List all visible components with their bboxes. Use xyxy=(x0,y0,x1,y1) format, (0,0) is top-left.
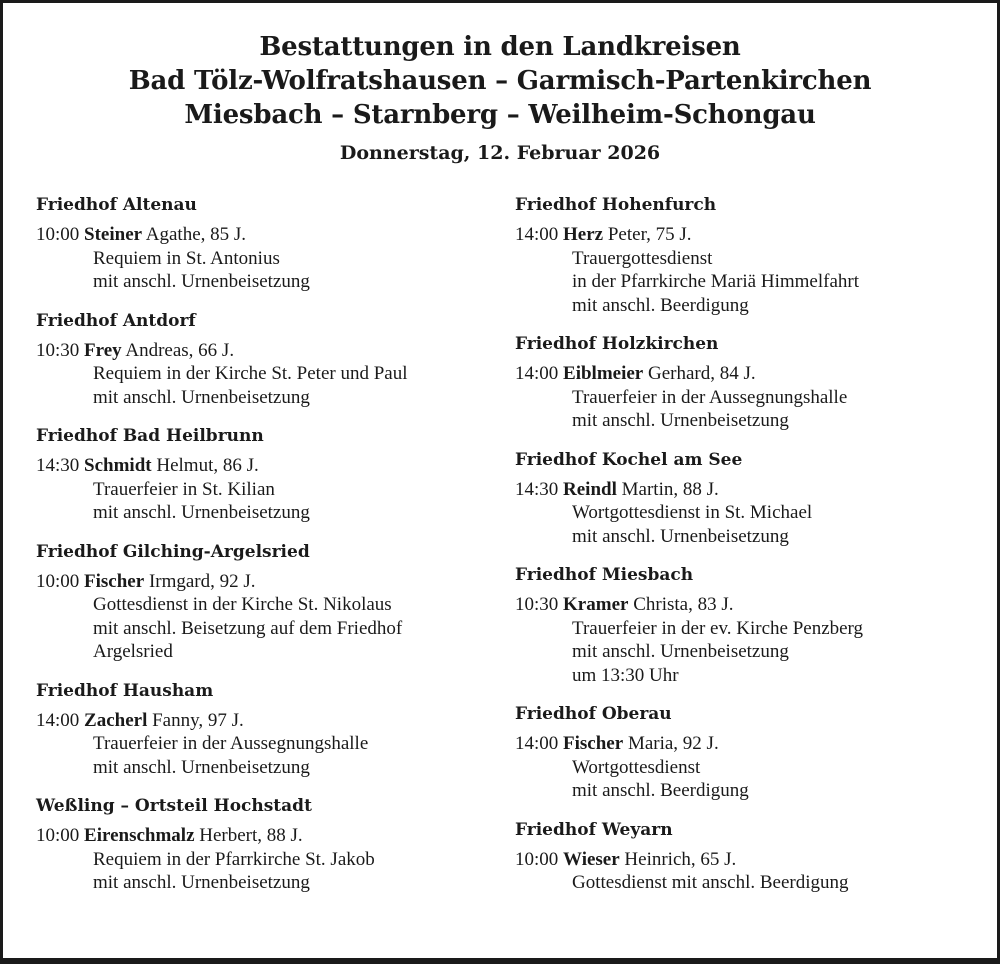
service-detail: Wortgottesdienst xyxy=(572,756,701,778)
burial-time: 10:30 xyxy=(36,339,80,361)
cemetery-block xyxy=(515,818,985,895)
deceased-surname: Herz xyxy=(563,224,604,245)
deceased-surname: Frey xyxy=(84,339,122,361)
right-column xyxy=(515,193,985,910)
service-detail: mit anschl. Beerdigung xyxy=(572,780,749,801)
title-line-1: Bestattungen in den Landkreisen xyxy=(259,32,741,62)
burial-entry xyxy=(515,732,985,756)
service-detail: Requiem in der Kirche St. Peter und Paul xyxy=(93,363,408,384)
service-detail: mit anschl. Urnenbeisetzung xyxy=(93,872,310,893)
burial-time: 14:00 xyxy=(515,733,559,754)
deceased-name-age: Christa, 83 J. xyxy=(633,594,734,615)
title-line-3: Miesbach – Starnberg – Weilheim-Schongau xyxy=(184,100,816,130)
deceased-surname: Eirenschmalz xyxy=(84,825,195,846)
burial-time: 14:00 xyxy=(515,224,559,245)
service-detail: Gottesdienst mit anschl. Beerdigung xyxy=(572,872,849,893)
cemetery-block xyxy=(36,309,506,410)
service-detail: Argelsried xyxy=(93,641,173,662)
cemetery-block xyxy=(36,424,506,525)
service-detail: Trauerfeier in der Aussegnungshalle xyxy=(93,733,369,754)
title-line-2: Bad Tölz-Wolfratshausen – Garmisch-Partenkirchen xyxy=(128,66,872,96)
service-detail: um 13:30 Uhr xyxy=(572,664,679,686)
burial-entry xyxy=(36,339,506,363)
deceased-surname: Reindl xyxy=(563,478,617,500)
deceased-name-age: Heinrich, 65 J. xyxy=(624,848,737,870)
service-detail: mit anschl. Beerdigung xyxy=(572,294,749,316)
deceased-name-age: Helmut, 86 J. xyxy=(156,455,259,476)
service-detail: Trauergottesdienst xyxy=(572,247,713,269)
burial-time: 14:30 xyxy=(36,455,80,476)
cemetery-name: Weßling – Ortsteil Hochstadt xyxy=(36,796,312,816)
cemetery-name: Friedhof Weyarn xyxy=(515,819,673,840)
service-detail: Trauerfeier in der Aussegnungshalle xyxy=(572,386,848,408)
deceased-surname: Zacherl xyxy=(84,709,148,731)
deceased-surname: Eiblmeier xyxy=(563,363,644,384)
burial-time: 10:00 xyxy=(36,224,80,245)
burial-time: 14:00 xyxy=(515,363,559,384)
service-detail: Requiem in St. Antonius xyxy=(93,247,280,269)
deceased-name-age: Irmgard, 92 J. xyxy=(148,570,256,592)
service-detail: mit anschl. Urnenbeisetzung xyxy=(93,756,310,778)
service-detail: mit anschl. Urnenbeisetzung xyxy=(93,502,310,523)
cemetery-name: Friedhof Hausham xyxy=(36,680,214,701)
service-detail: mit anschl. Beisetzung auf dem Friedhof xyxy=(93,617,403,639)
service-detail: mit anschl. Urnenbeisetzung xyxy=(572,641,789,662)
cemetery-block xyxy=(36,679,506,780)
deceased-name-age: Fanny, 97 J. xyxy=(152,709,244,731)
cemetery-block xyxy=(515,448,985,549)
service-detail: mit anschl. Urnenbeisetzung xyxy=(572,410,789,431)
cemetery-name: Friedhof Oberau xyxy=(515,704,672,724)
deceased-surname: Kramer xyxy=(563,594,629,615)
deceased-name-age: Andreas, 66 J. xyxy=(125,339,235,361)
burial-entry xyxy=(36,824,506,848)
cemetery-block xyxy=(515,332,985,433)
service-detail: mit anschl. Urnenbeisetzung xyxy=(572,525,789,547)
service-detail: Trauerfeier in der ev. Kirche Penzberg xyxy=(572,617,864,639)
cemetery-block xyxy=(36,540,506,664)
service-detail: Trauerfeier in St. Kilian xyxy=(93,478,275,500)
burial-time: 14:30 xyxy=(515,478,559,500)
burial-entry xyxy=(36,709,506,733)
deceased-name-age: Gerhard, 84 J. xyxy=(647,363,756,384)
deceased-name-age: Martin, 88 J. xyxy=(621,478,719,500)
cemetery-name: Friedhof Antdorf xyxy=(36,310,196,331)
burial-entry xyxy=(515,478,985,502)
left-column xyxy=(36,193,506,910)
service-detail: Wortgottesdienst in St. Michael xyxy=(572,502,813,523)
service-detail: mit anschl. Urnenbeisetzung xyxy=(93,271,310,292)
cemetery-name: Friedhof Miesbach xyxy=(515,565,694,585)
deceased-surname: Fischer xyxy=(563,733,624,754)
cemetery-block xyxy=(36,794,506,895)
burial-time: 10:00 xyxy=(36,825,80,846)
deceased-surname: Steiner xyxy=(84,224,143,245)
burial-entry xyxy=(515,223,985,247)
cemetery-name: Friedhof Kochel am See xyxy=(515,449,743,470)
burial-entry xyxy=(36,570,506,594)
deceased-name-age: Herbert, 88 J. xyxy=(199,825,303,846)
cemetery-block xyxy=(36,193,506,294)
cemetery-block xyxy=(515,702,985,803)
deceased-surname: Wieser xyxy=(563,848,620,870)
burial-entry xyxy=(515,848,985,872)
burial-entry xyxy=(515,362,985,386)
cemetery-name: Friedhof Hohenfurch xyxy=(515,195,717,215)
burial-time: 10:00 xyxy=(515,848,559,870)
cemetery-block xyxy=(515,563,985,687)
deceased-name-age: Peter, 75 J. xyxy=(607,224,692,245)
cemetery-block xyxy=(515,193,985,317)
burial-entry xyxy=(36,223,506,247)
burial-time: 10:30 xyxy=(515,594,559,615)
burial-time: 10:00 xyxy=(36,570,80,592)
cemetery-name: Friedhof Bad Heilbrunn xyxy=(36,426,264,446)
burial-time: 14:00 xyxy=(36,709,80,731)
deceased-name-age: Maria, 92 J. xyxy=(627,733,719,754)
service-detail: in der Pfarrkirche Mariä Himmelfahrt xyxy=(572,271,859,292)
deceased-name-age: Agathe, 85 J. xyxy=(145,224,247,245)
cemetery-name: Friedhof Holzkirchen xyxy=(515,334,719,354)
service-detail: mit anschl. Urnenbeisetzung xyxy=(93,386,310,408)
burial-entry xyxy=(515,593,985,617)
deceased-surname: Fischer xyxy=(84,570,145,592)
burial-entry xyxy=(36,454,506,478)
service-detail: Requiem in der Pfarrkirche St. Jakob xyxy=(93,848,375,870)
cemetery-name: Friedhof Gilching-Argelsried xyxy=(36,541,310,562)
service-detail: Gottesdienst in der Kirche St. Nikolaus xyxy=(93,594,392,615)
header xyxy=(0,30,1000,166)
deceased-surname: Schmidt xyxy=(84,455,152,476)
date: Donnerstag, 12. Februar 2026 xyxy=(339,142,661,164)
cemetery-name: Friedhof Altenau xyxy=(36,195,197,215)
